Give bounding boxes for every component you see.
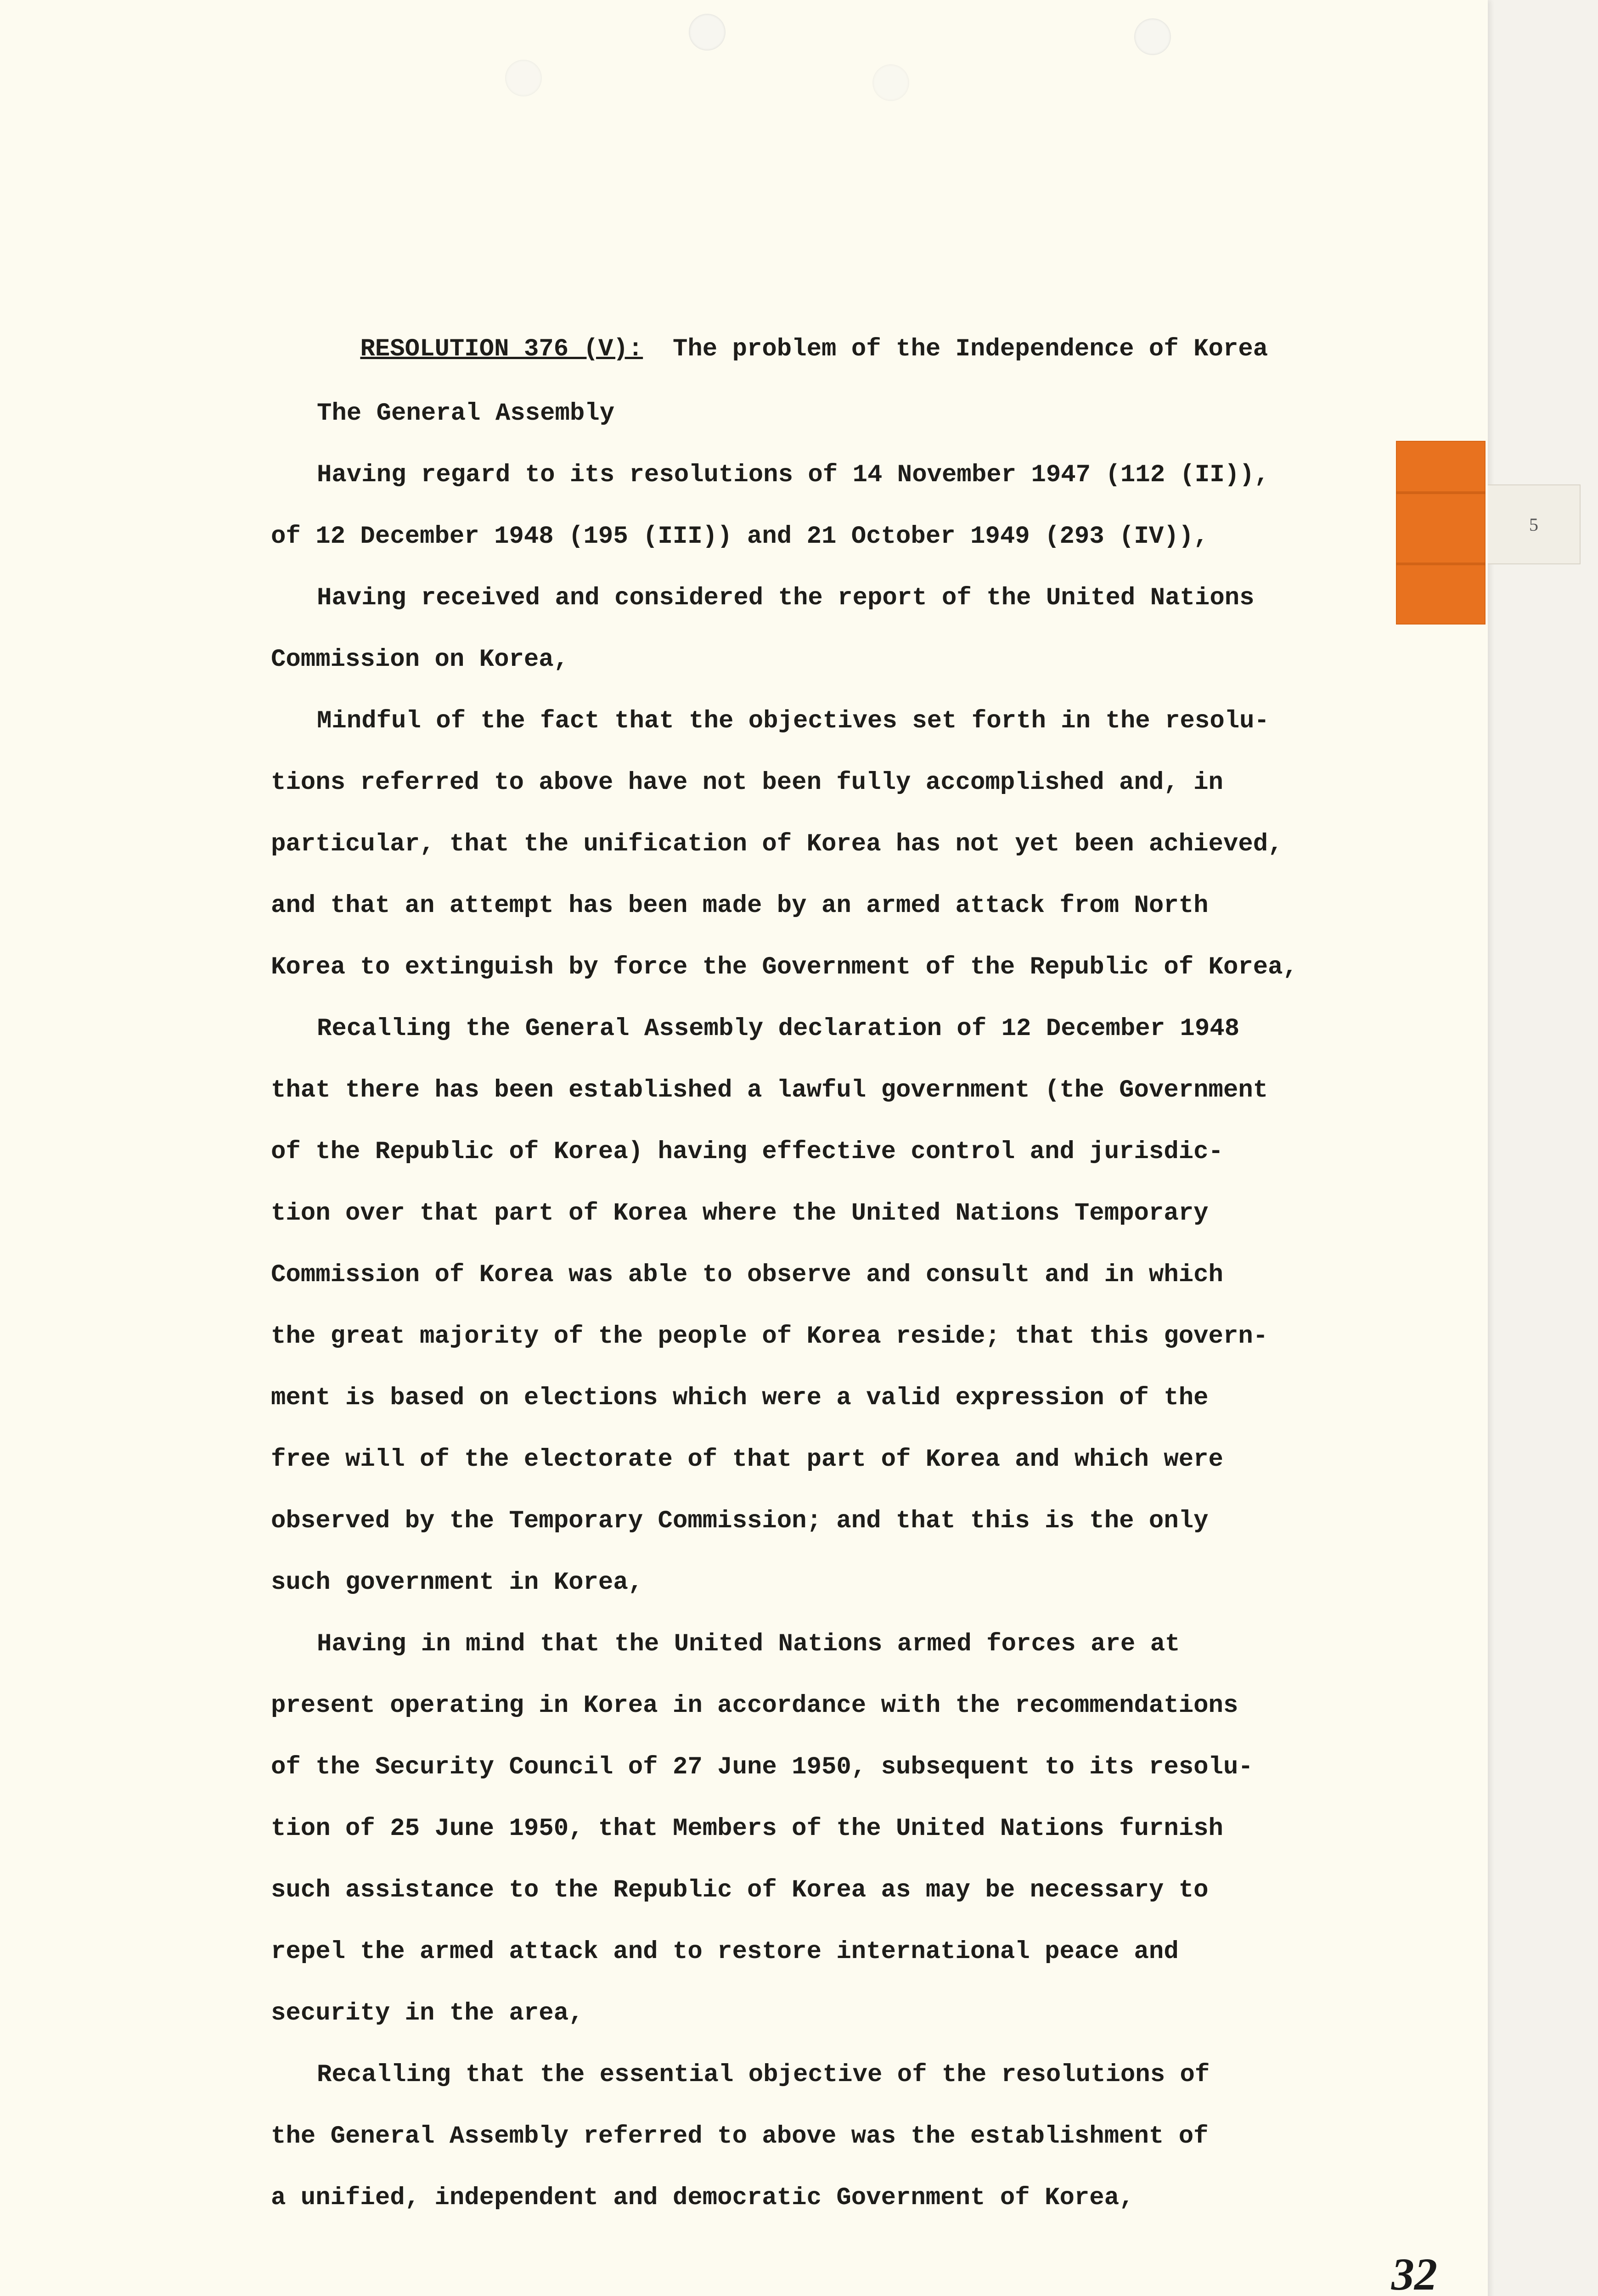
text-line: the General Assembly referred to above was the establishment of (271, 2122, 1209, 2150)
index-tab-marker (1396, 441, 1485, 625)
text-line: Korea to extinguish by force the Government of the Republic of Korea, (271, 953, 1298, 981)
text-line: Commission of Korea was able to observe and consult and in which (271, 1261, 1223, 1289)
resolution-number: RESOLUTION 376 (V): (360, 335, 643, 363)
text-line: tion of 25 June 1950, that Members of the United Nations furnish (271, 1815, 1223, 1843)
text-line: such government in Korea, (271, 1569, 643, 1597)
index-tab-label: 5 (1488, 484, 1581, 564)
text-line: observed by the Temporary Commission; and that this is the only (271, 1507, 1209, 1535)
text-line: ment is based on elections which were a valid expression of the (271, 1384, 1209, 1412)
text-line: tions referred to above have not been fully accomplished and, in (271, 769, 1223, 797)
text-line: a unified, independent and democratic Government of Korea, (271, 2184, 1134, 2212)
text-line: of the Security Council of 27 June 1950, subsequent to its resolu- (271, 1753, 1253, 1781)
text-line: Having in mind that the United Nations armed forces are at (317, 1630, 1180, 1658)
text-line: of 12 December 1948 (195 (III)) and 21 October 1949 (293 (IV)), (271, 523, 1209, 551)
text-line: the great majority of the people of Korea reside; that this govern- (271, 1322, 1268, 1351)
text-line: tion over that part of Korea where the United Nations Temporary (271, 1199, 1209, 1227)
text-line: present operating in Korea in accordance with the recommendations (271, 1692, 1238, 1720)
text-line: and that an attempt has been made by an armed attack from North (271, 892, 1209, 920)
punch-hole (505, 60, 542, 96)
document-body (271, 257, 1373, 2229)
text-line: Recalling the General Assembly declaration of 12 December 1948 (317, 1015, 1240, 1043)
punch-hole (1134, 18, 1171, 55)
text-line: Having received and considered the report of the United Nations (317, 584, 1255, 612)
punch-hole (689, 14, 726, 51)
text-line: Mindful of the fact that the objectives set forth in the resolu- (317, 707, 1269, 735)
text-line: that there has been established a lawful government (the Government (271, 1076, 1268, 1104)
text-line: Having regard to its resolutions of 14 November 1947 (112 (II)), (317, 461, 1269, 489)
punch-hole (872, 64, 909, 101)
text-line: repel the armed attack and to restore international peace and (271, 1938, 1179, 1966)
text-line: Commission on Korea, (271, 646, 569, 674)
text-line: particular, that the unification of Korea has not yet been achieved, (271, 830, 1283, 858)
page-number: 32 (1391, 2249, 1437, 2296)
text-line: such assistance to the Republic of Korea as may be necessary to (271, 1876, 1209, 1904)
text-line: free will of the electorate of that part of Korea and which were (271, 1446, 1223, 1474)
resolution-title: The problem of the Independence of Korea (672, 335, 1268, 363)
text-line: security in the area, (271, 1999, 584, 2027)
text-line: of the Republic of Korea) having effective control and jurisdic- (271, 1138, 1223, 1166)
text-line: Recalling that the essential objective of the resolutions of (317, 2061, 1210, 2089)
text-line: The General Assembly (317, 400, 615, 428)
resolution-heading (271, 257, 1373, 363)
